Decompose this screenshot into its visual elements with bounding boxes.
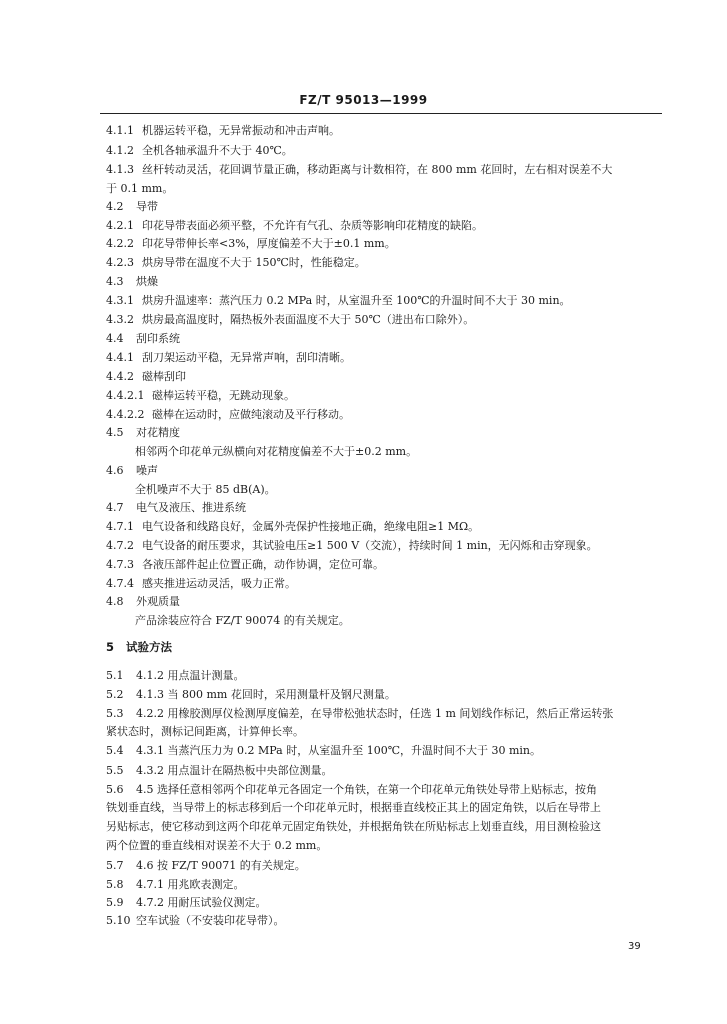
clause-text: 4.3.2 用点温计在隔热板中央部位测量。 bbox=[136, 764, 333, 777]
clause-text: 噪声 bbox=[136, 464, 158, 477]
document-line bbox=[106, 878, 245, 892]
document-line bbox=[106, 820, 601, 834]
clause-number: 5 bbox=[106, 640, 115, 654]
document-line bbox=[106, 351, 351, 365]
document-line bbox=[106, 501, 246, 515]
clause-number: 5.7 bbox=[106, 859, 124, 872]
document-line bbox=[106, 896, 267, 910]
document-line bbox=[106, 707, 613, 721]
document-line bbox=[106, 389, 295, 403]
document-line bbox=[106, 783, 597, 797]
clause-text: 铁划垂直线，当导带上的标志移到后一个印花单元时，根据垂直线校正其上的固定角铁，以后在导带上 bbox=[106, 801, 601, 814]
clause-text: 产品涂装应符合 FZ/T 90074 的有关规定。 bbox=[135, 614, 350, 627]
document-line bbox=[106, 200, 158, 214]
clause-text: 4.1.2 用点温计测量。 bbox=[136, 669, 245, 682]
clause-text: 相邻两个印花单元纵横向对花精度偏差不大于±0.2 mm。 bbox=[135, 445, 418, 458]
document-line bbox=[106, 163, 612, 177]
document-line bbox=[106, 577, 296, 591]
clause-number: 5.9 bbox=[106, 896, 124, 909]
clause-text: 4.7.1 用兆欧表测定。 bbox=[136, 878, 245, 891]
document-line bbox=[106, 313, 474, 327]
clause-number: 5.5 bbox=[106, 764, 124, 777]
document-line bbox=[135, 483, 276, 497]
document-line bbox=[106, 688, 396, 702]
clause-number: 4.3.1 bbox=[106, 294, 134, 307]
document-line bbox=[106, 914, 285, 928]
clause-text: 4.1.3 当 800 mm 花回时，采用测量杆及钢尺测量。 bbox=[136, 688, 396, 701]
document-line bbox=[106, 595, 180, 609]
clause-number: 5.3 bbox=[106, 707, 124, 720]
clause-text: 烘燥 bbox=[136, 275, 158, 288]
document-line bbox=[106, 426, 180, 440]
document-line bbox=[106, 764, 332, 778]
clause-text: 各液压部件起止位置正确，动作协调，定位可靠。 bbox=[142, 558, 384, 571]
clause-text: 烘房导带在温度不大于 150℃时，性能稳定。 bbox=[142, 256, 366, 269]
document-line bbox=[106, 124, 340, 138]
clause-number: 4.4.2.1 bbox=[106, 389, 145, 402]
document-line bbox=[106, 539, 598, 553]
clause-number: 4.6 bbox=[106, 464, 124, 477]
clause-text: 另贴标志，使它移动到这两个印花单元固定角铁处，并根据角铁在所贴标志上划垂直线，用目测检验这 bbox=[106, 820, 601, 833]
clause-text: 电气设备的耐压要求，其试验电压≥1 500 V（交流），持续时间 1 min，无闪烁和击穿现象。 bbox=[142, 539, 598, 552]
header-rule bbox=[100, 113, 662, 114]
document-line bbox=[106, 237, 396, 251]
clause-text: 4.5 选择任意相邻两个印花单元各固定一个角铁，在第一个印花单元角铁处导带上贴标志，按角 bbox=[136, 783, 597, 796]
document-line bbox=[106, 370, 186, 384]
clause-number: 4.5 bbox=[106, 426, 124, 439]
clause-number: 4.7 bbox=[106, 501, 124, 514]
document-line bbox=[106, 182, 173, 196]
clause-text: 导带 bbox=[136, 200, 158, 213]
clause-number: 4.3.2 bbox=[106, 313, 134, 326]
document-line bbox=[106, 839, 327, 853]
document-line bbox=[106, 332, 180, 346]
clause-number: 5.4 bbox=[106, 744, 124, 757]
clause-text: 于 0.1 mm。 bbox=[106, 182, 174, 195]
clause-number: 4.7.3 bbox=[106, 558, 134, 571]
clause-text: 空车试验（不安装印花导带）。 bbox=[136, 914, 285, 927]
document-line bbox=[106, 744, 541, 758]
clause-number: 5.1 bbox=[106, 669, 124, 682]
document-line bbox=[106, 859, 306, 873]
clause-text: 4.2.2 用橡胶测厚仪检测厚度偏差，在导带松弛状态时，任选 1 m 间划线作标记，然后正常运转张 bbox=[136, 707, 614, 720]
document-line bbox=[106, 144, 293, 158]
clause-text: 感夹推进运动灵活，吸力正常。 bbox=[142, 577, 296, 590]
clause-number: 4.1.1 bbox=[106, 124, 134, 137]
document-line bbox=[135, 614, 350, 628]
clause-text: 烘房最高温度时，隔热板外表面温度不大于 50℃（进出布口除外）。 bbox=[142, 313, 475, 326]
clause-text: 烘房升温速率：蒸汽压力 0.2 MPa 时，从室温升至 100℃的升温时间不大于 30 min。 bbox=[142, 294, 571, 307]
document-line bbox=[106, 801, 601, 815]
clause-text: 机器运转平稳，无异常振动和冲击声响。 bbox=[142, 124, 340, 137]
clause-text: 印花导带伸长率<3%，厚度偏差不大于±0.1 mm。 bbox=[142, 237, 396, 250]
clause-number: 4.3 bbox=[106, 275, 124, 288]
clause-number: 4.2 bbox=[106, 200, 124, 213]
clause-text: 丝杆转动灵活，花回调节量正确，移动距离与计数相符，在 800 mm 花回时，左右相对误差不大 bbox=[142, 163, 613, 176]
document-line bbox=[106, 219, 483, 233]
clause-number: 4.4.2 bbox=[106, 370, 134, 383]
clause-text: 两个位置的垂直线相对误差不大于 0.2 mm。 bbox=[106, 839, 328, 852]
clause-text: 电气设备和线路良好，金属外壳保护性接地正确，绝缘电阻≥1 MΩ。 bbox=[142, 520, 480, 533]
page-header: FZ/T 95013—1999 bbox=[299, 93, 428, 107]
document-line bbox=[106, 408, 350, 422]
document-line bbox=[135, 445, 417, 459]
clause-text: 全机噪声不大于 85 dB(A)。 bbox=[135, 483, 276, 496]
document-line bbox=[106, 725, 304, 739]
clause-number: 5.8 bbox=[106, 878, 124, 891]
clause-text: 刮印系统 bbox=[136, 332, 180, 345]
clause-text: 4.6 按 FZ/T 90071 的有关规定。 bbox=[136, 859, 306, 872]
document-line bbox=[106, 275, 158, 289]
clause-text: 全机各轴承温升不大于 40℃。 bbox=[142, 144, 293, 157]
clause-number: 4.7.2 bbox=[106, 539, 134, 552]
clause-number: 4.1.3 bbox=[106, 163, 134, 176]
clause-number: 4.2.1 bbox=[106, 219, 134, 232]
clause-text: 磁棒运转平稳，无跳动现象。 bbox=[152, 389, 295, 402]
clause-number: 4.1.2 bbox=[106, 144, 134, 157]
section-heading bbox=[106, 640, 172, 654]
clause-text: 磁棒刮印 bbox=[142, 370, 186, 383]
clause-text: 对花精度 bbox=[136, 426, 180, 439]
clause-number: 5.6 bbox=[106, 783, 124, 796]
clause-text: 紧状态时，测标记间距离，计算伸长率。 bbox=[106, 725, 304, 738]
clause-text: 刮刀架运动平稳，无异常声响，刮印清晰。 bbox=[142, 351, 351, 364]
clause-number: 4.2.3 bbox=[106, 256, 134, 269]
clause-number: 4.7.4 bbox=[106, 577, 134, 590]
clause-text: 磁棒在运动时，应做纯滚动及平行移动。 bbox=[152, 408, 350, 421]
document-line bbox=[106, 669, 245, 683]
clause-number: 4.4.2.2 bbox=[106, 408, 145, 421]
clause-number: 4.4 bbox=[106, 332, 124, 345]
document-line bbox=[106, 464, 158, 478]
document-line bbox=[106, 294, 571, 308]
document-line bbox=[106, 256, 366, 270]
clause-number: 5.10 bbox=[106, 914, 131, 927]
page-number: 39 bbox=[628, 941, 641, 952]
clause-text: 印花导带表面必须平整，不允许有气孔、杂质等影响印花精度的缺陷。 bbox=[142, 219, 483, 232]
document-line bbox=[106, 520, 479, 534]
clause-text: 外观质量 bbox=[136, 595, 180, 608]
clause-text: 4.3.1 当蒸汽压力为 0.2 MPa 时，从室温升至 100℃，升温时间不大于 30 min。 bbox=[136, 744, 542, 757]
clause-number: 4.7.1 bbox=[106, 520, 134, 533]
clause-number: 4.2.2 bbox=[106, 237, 134, 250]
clause-text: 4.7.2 用耐压试验仪测定。 bbox=[136, 896, 267, 909]
clause-text: 试验方法 bbox=[126, 640, 172, 654]
clause-number: 5.2 bbox=[106, 688, 124, 701]
clause-number: 4.8 bbox=[106, 595, 124, 608]
clause-number: 4.4.1 bbox=[106, 351, 134, 364]
document-line bbox=[106, 558, 384, 572]
clause-text: 电气及液压、推进系统 bbox=[136, 501, 246, 514]
